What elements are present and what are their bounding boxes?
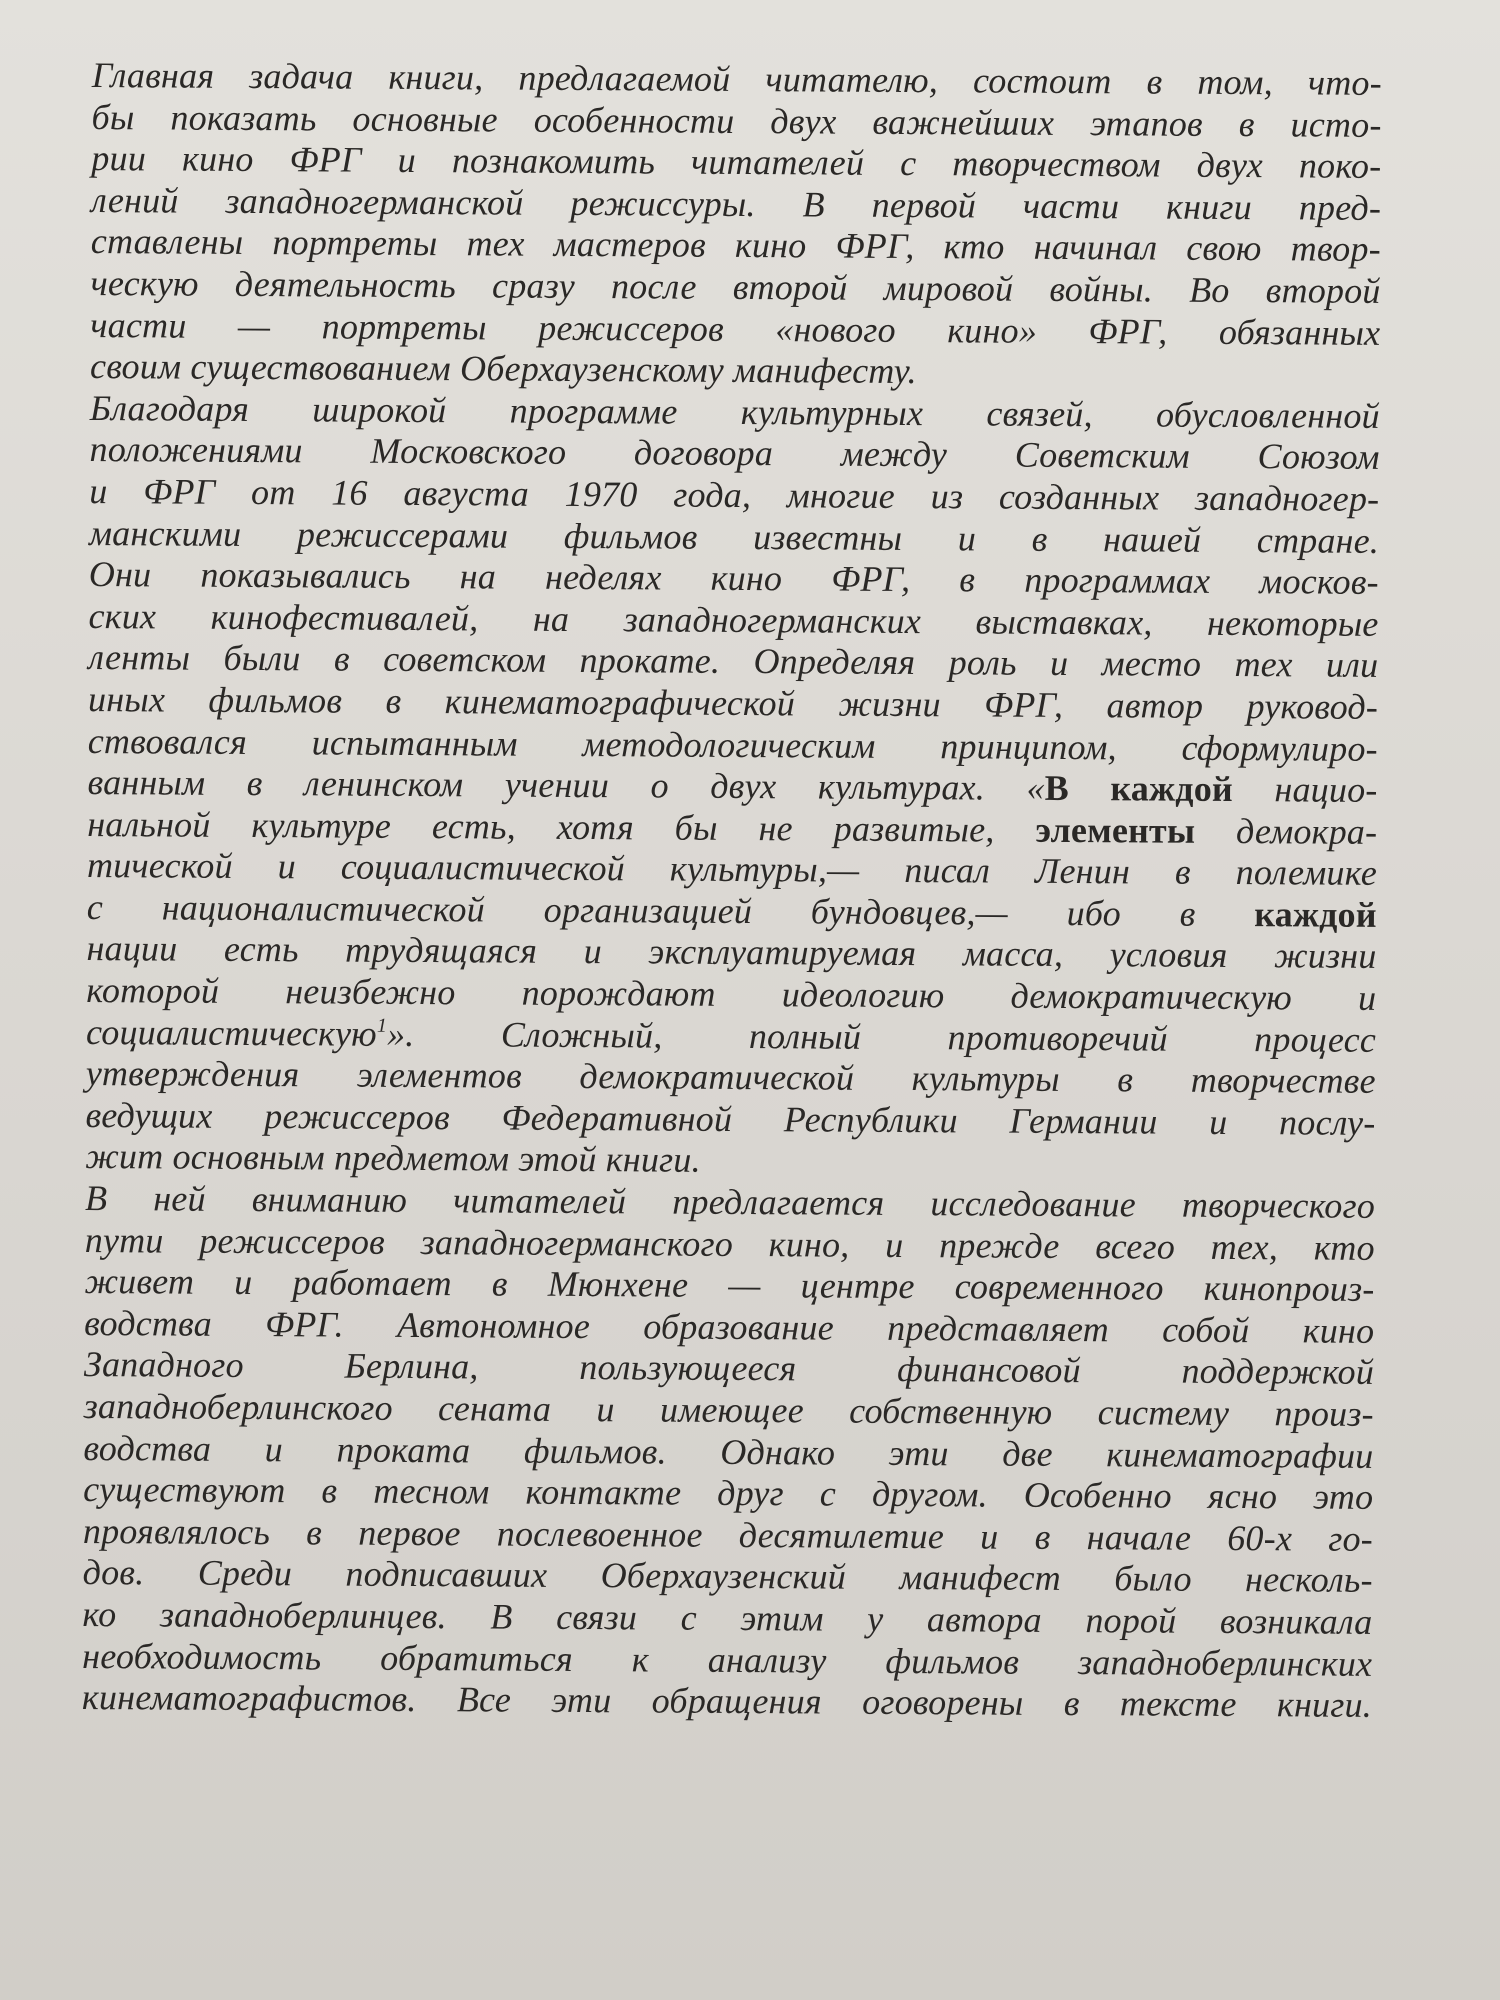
text-line: бы показать основные особенности двух важнейших этапов в исто- — [91, 96, 1382, 145]
text-line: своим существованием Оберхаузенскому манифесту. — [89, 346, 917, 392]
text-line: Западного Берлина, пользующееся финансовой поддержкой — [83, 1344, 1375, 1393]
text-line: и ФРГ от 16 августа 1970 года, многие из созданных западногер- — [89, 470, 1380, 519]
text-segment: ». Сложный, полный противоречий процесс — [386, 1013, 1377, 1060]
text-line: которой неизбежно порождают идеологию демократическую и — [86, 970, 1377, 1018]
page-text — [82, 55, 1382, 1727]
text-line: части — портреты режиссеров «нового кино» ФРГ, обязанных — [90, 304, 1381, 353]
text-line: водства и проката фильмов. Однако эти две кинематографии — [83, 1427, 1374, 1476]
emphasis-text: элементы — [1035, 809, 1196, 851]
text-line: утверждения элементов демократической культуры в творчестве — [85, 1053, 1376, 1102]
text-segment: демокра- — [1195, 810, 1378, 852]
paragraph-1 — [90, 55, 1382, 396]
text-segment: ванным в ленинском учении о двух культурах. « — [87, 762, 1045, 808]
footnote-mark: 1 — [376, 1014, 388, 1037]
text-line: кинематографистов. Все эти обращения оговорены в тексте книги. — [81, 1677, 1373, 1726]
text-line: нации есть трудящаяся и эксплуатируемая масса, условия жизни — [86, 928, 1377, 977]
text-line: ставлены портреты тех мастеров кино ФРГ, кто начинал свою твор- — [90, 221, 1381, 270]
text-line: тической и социалистической культуры,— писал Ленин в полемике — [86, 845, 1378, 894]
paragraph-2 — [85, 388, 1380, 1186]
text-line: рии кино ФРГ и познакомить читателей с творчеством двух поко- — [91, 138, 1382, 187]
text-line: ствовался испытанным методологическим принципом, сформулиро- — [87, 720, 1378, 769]
text-line: лений западногерманской режиссуры. В первой части книги пред- — [90, 179, 1382, 228]
paragraph-3 — [82, 1178, 1375, 1727]
emphasis-text: В каждой — [1044, 767, 1234, 810]
text-line: иных фильмов в кинематографической жизни ФРГ, автор руковод- — [87, 678, 1379, 727]
text-line: манскими режиссерами фильмов известны и в нашей стране. — [88, 512, 1380, 561]
text-line: ческую деятельность сразу после второй мировой войны. Во второй — [90, 262, 1381, 311]
text-line: ко западноберлинцев. В связи с этим у автора порой возникала — [82, 1593, 1373, 1642]
text-line: пути режиссеров западногерманского кино, и прежде всего тех, кто — [84, 1219, 1375, 1268]
text-segment: социалистическую — [85, 1011, 377, 1054]
text-line: дов. Среди подписавших Оберхаузенский манифест было несколь- — [82, 1552, 1373, 1601]
emphasis-text: каждой — [1254, 893, 1377, 935]
text-line: Благодаря широкой программе культурных связей, обусловленной — [89, 387, 1380, 436]
text-segment: с националистической организацией бундовцев,— ибо в — [86, 886, 1255, 934]
text-line: необходимость обратиться к анализу фильмов западноберлинских — [82, 1635, 1373, 1684]
text-line: Главная задача книги, предлагаемой читателю, состоит в том, что- — [91, 55, 1382, 103]
text-segment: нацио- — [1232, 769, 1378, 810]
text-line: жит основным предметом этой книги. — [85, 1136, 701, 1181]
text-line: существуют в тесном контакте друг с другом. Особенно ясно это — [83, 1469, 1374, 1518]
text-line: ведущих режиссеров Федеративной Республики Германии и послу- — [85, 1094, 1376, 1143]
text-line: водства ФРГ. Автономное образование представляет собой кино — [84, 1302, 1375, 1351]
text-line: В ней вниманию читателей предлагается исследование творческого — [84, 1178, 1376, 1226]
text-line: ленты были в советском прокате. Определяя роль и место тех или — [88, 637, 1379, 686]
text-segment: нальной культуре есть, хотя бы не развитые, — [87, 803, 1036, 850]
text-line: Они показывались на неделях кино ФРГ, в программах москов- — [88, 554, 1379, 602]
text-line: положениями Московского договора между Советским Союзом — [89, 429, 1380, 478]
text-line: ских кинофестивалей, на западногерманских выставках, некоторые — [88, 595, 1379, 644]
text-line: проявлялось в первое послевоенное десятилетие и в начале 60-х го- — [82, 1510, 1374, 1559]
text-line: западноберлинского сената и имеющее собственную систему произ- — [83, 1385, 1374, 1434]
text-line: живет и работает в Мюнхене — центре современного кинопроиз- — [84, 1261, 1375, 1310]
